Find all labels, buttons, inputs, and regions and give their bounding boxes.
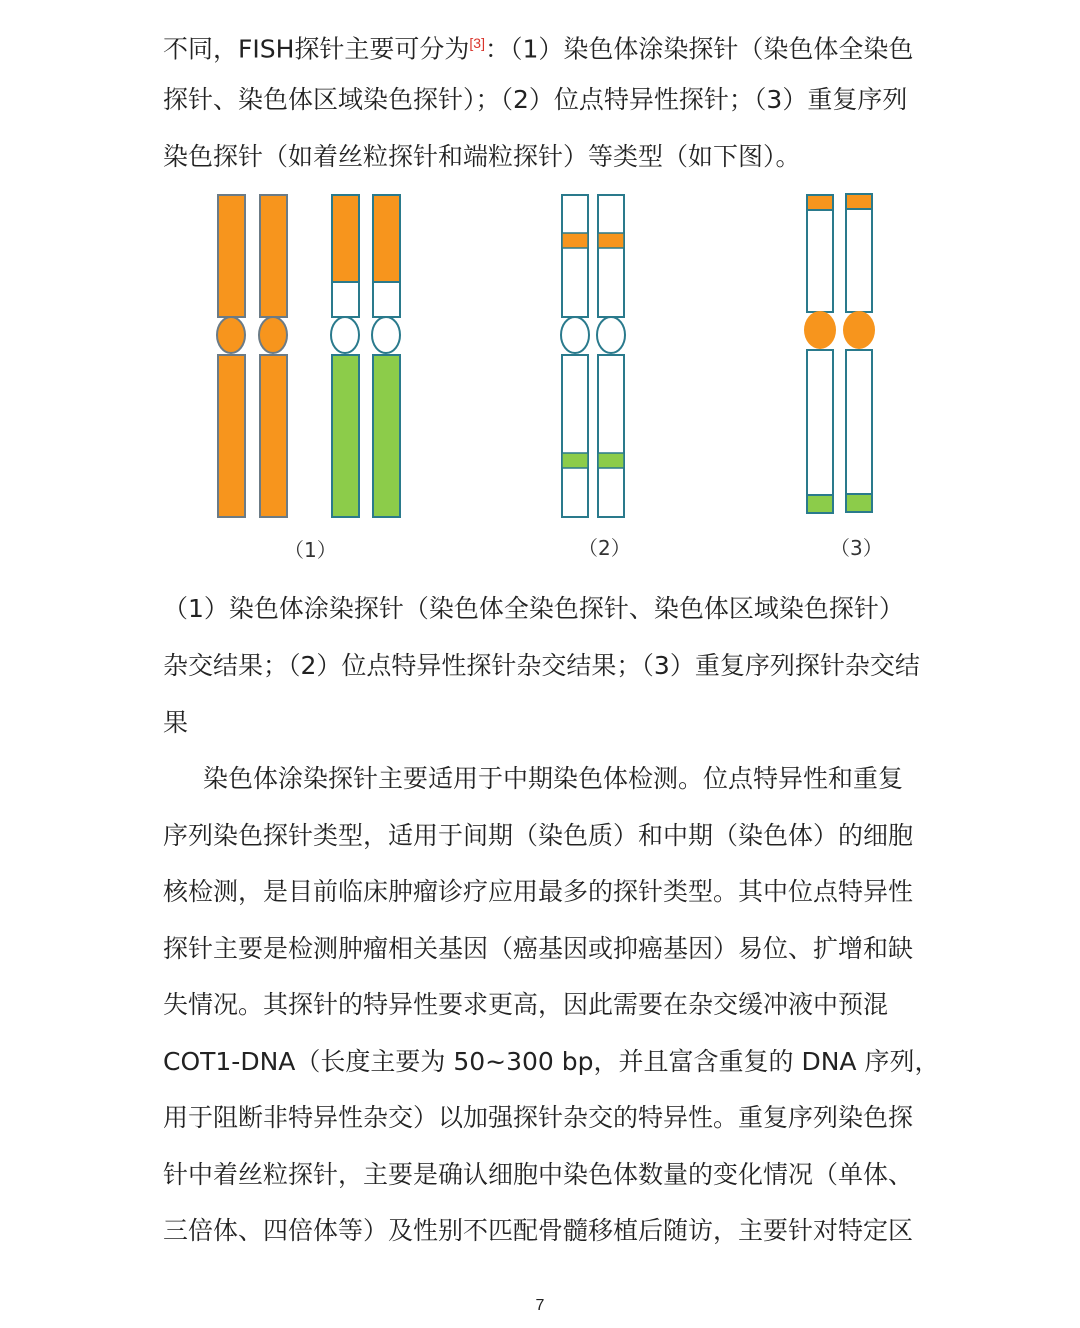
paragraph-2-line-1: 染色体涂染探针主要适用于中期染色体检测。位点特异性和重复 xyxy=(203,764,904,793)
chromosome-arm xyxy=(807,210,833,312)
telomere-signal-green xyxy=(846,494,872,512)
locus-signal-green xyxy=(598,453,624,468)
figure-panel-2 xyxy=(561,195,625,517)
paragraph-2-line-5: 失情况。其探针的特异性要求更高，因此需要在杂交缓冲液中预混 xyxy=(163,990,889,1019)
paragraph-2-line-2: 序列染色探针类型，适用于间期（染色质）和中期（染色体）的细胞 xyxy=(163,821,914,850)
chromosome-arm xyxy=(598,355,624,517)
chromosome-arm xyxy=(598,195,624,317)
paragraph-1-line-1 xyxy=(163,28,913,64)
paragraph-2-line-9: 三倍体、四倍体等）及性别不匹配骨髓移植后随访，主要针对特定区 xyxy=(163,1216,914,1245)
locus-signal-green xyxy=(562,453,588,468)
paragraph-2-line-8: 针中着丝粒探针，主要是确认细胞中染色体数量的变化情况（单体、 xyxy=(163,1160,914,1189)
chromosome-probe-figure xyxy=(0,185,1080,565)
orange-region xyxy=(374,196,399,282)
telomere-signal-orange xyxy=(846,194,872,209)
centromere xyxy=(372,317,400,353)
caption-line-2: 杂交结果；（2）位点特异性探针杂交结果；（3）重复序列探针杂交结 xyxy=(163,651,920,680)
figure-panel-3 xyxy=(804,194,875,513)
green-region xyxy=(332,355,359,517)
chromosome-arm xyxy=(260,355,287,517)
telomere-signal-orange xyxy=(807,195,833,210)
chromosome-arm xyxy=(562,355,588,517)
centromere xyxy=(259,317,287,353)
caption-line-3: 果 xyxy=(163,708,189,737)
figure-label-3: （3） xyxy=(830,536,883,560)
chromosome-arm xyxy=(218,195,245,317)
chromosome-arm xyxy=(562,195,588,317)
paragraph-2-line-6: COT1-DNA（长度主要为 50~300 bp，并且富含重复的 DNA 序列， xyxy=(163,1047,940,1076)
paragraph-2-line-3: 核检测，是目前临床肿瘤诊疗应用最多的探针类型。其中位点特异性 xyxy=(163,877,914,906)
chromosome-arm xyxy=(846,350,872,494)
centromere xyxy=(561,317,589,353)
paragraph-1-line-2: 探针、染色体区域染色探针）；（2）位点特异性探针；（3）重复序列 xyxy=(163,85,908,114)
locus-signal-orange xyxy=(562,233,588,248)
green-region xyxy=(373,355,400,517)
paragraph-2-line-7: 用于阻断非特异性杂交）以加强探针杂交的特异性。重复序列染色探 xyxy=(163,1103,914,1132)
text-run: 不同，FISH探针主要可分为 xyxy=(163,34,470,64)
telomere-signal-green xyxy=(807,495,833,513)
chromosome-arm xyxy=(260,195,287,317)
caption-line-1: （1）染色体涂染探针（染色体全染色探针、染色体区域染色探针） xyxy=(163,594,904,623)
centromere-signal-orange xyxy=(804,311,836,349)
centromere xyxy=(331,317,359,353)
centromere xyxy=(597,317,625,353)
locus-signal-orange xyxy=(598,233,624,248)
paragraph-1-line-3: 染色探针（如着丝粒探针和端粒探针）等类型（如下图）。 xyxy=(163,142,801,171)
centromere xyxy=(217,317,245,353)
chromosome-arm xyxy=(807,350,833,495)
figure-panel-1 xyxy=(217,195,400,517)
page-number: 7 xyxy=(535,1297,545,1314)
citation-ref[interactable]: [3] xyxy=(469,35,485,51)
figure-label-1: （1） xyxy=(284,538,337,562)
figure-label-2: （2） xyxy=(578,536,631,560)
chromosome-arm xyxy=(218,355,245,517)
centromere-signal-orange xyxy=(843,311,875,349)
orange-region xyxy=(333,196,358,282)
text-run: ：（1）染色体涂染探针（染色体全染色 xyxy=(485,34,914,64)
chromosome-arm xyxy=(846,209,872,312)
paragraph-2-line-4: 探针主要是检测肿瘤相关基因（癌基因或抑癌基因）易位、扩增和缺 xyxy=(163,934,914,963)
